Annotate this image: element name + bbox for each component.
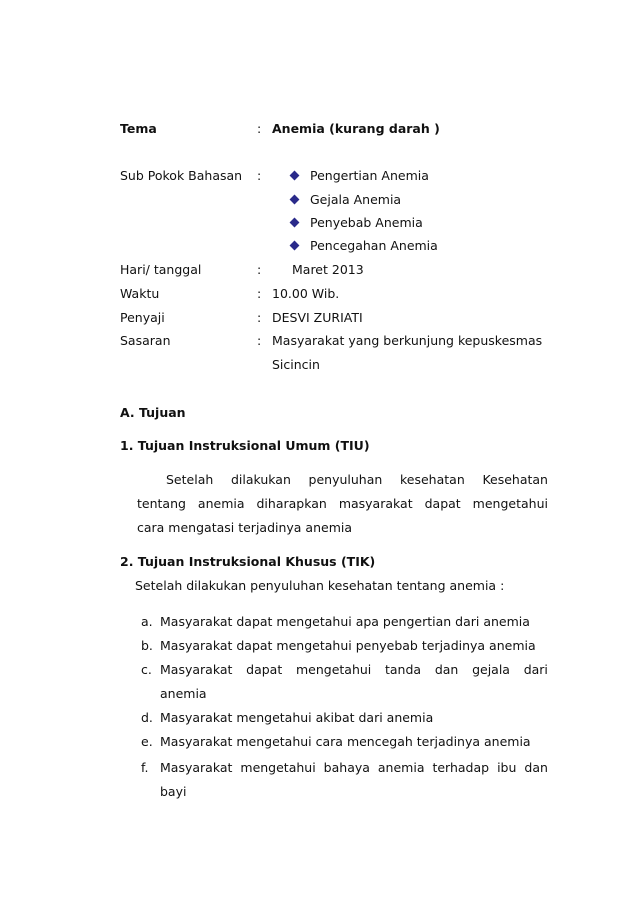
word: masyarakat — [338, 496, 413, 511]
hari-label: Hari/ tanggal — [120, 262, 202, 277]
tema-value: Anemia (kurang darah ) — [272, 121, 440, 136]
list-letter: f. — [141, 760, 149, 775]
list-item-continuation: bayi — [160, 784, 187, 799]
waktu-colon: : — [257, 286, 262, 301]
penyaji-value: DESVI ZURIATI — [272, 310, 363, 325]
word: mengetahui — [295, 662, 372, 677]
word: ibu — [497, 760, 517, 775]
word: dapat — [424, 496, 461, 511]
word: tanda — [385, 662, 422, 677]
waktu-label: Waktu — [120, 286, 160, 301]
waktu-value: 10.00 Wib. — [272, 286, 340, 301]
tiu-title: 1. Tujuan Instruksional Umum (TIU) — [120, 438, 370, 453]
word: Masyarakat — [160, 760, 233, 775]
list-item — [160, 662, 548, 678]
word: penyuluhan — [308, 472, 383, 487]
sub-item-text: Gejala Anemia — [310, 192, 402, 207]
word: terhadap — [432, 760, 490, 775]
sasaran-label: Sasaran — [120, 333, 171, 348]
word: bahaya — [323, 760, 370, 775]
list-item — [160, 760, 548, 776]
tiu-line-3: cara mengatasi terjadinya anemia — [137, 520, 353, 535]
tema-label: Tema — [120, 121, 157, 136]
hari-colon: : — [257, 262, 262, 277]
list-letter: c. — [141, 662, 152, 677]
diamond-bullet-icon — [290, 241, 300, 251]
tiu-line-2 — [137, 496, 548, 512]
word: dari — [523, 662, 548, 677]
sub-item-text: Penyebab Anemia — [310, 215, 423, 230]
list-letter: a. — [141, 614, 153, 629]
word: Kesehatan — [482, 472, 548, 487]
diamond-bullet-icon — [290, 218, 300, 228]
word: dan — [434, 662, 459, 677]
word: anemia — [377, 760, 425, 775]
section-a-title: A. Tujuan — [120, 405, 186, 420]
word: mengetahui — [472, 496, 548, 511]
penyaji-colon: : — [257, 310, 262, 325]
sub-item-text: Pencegahan Anemia — [310, 238, 438, 253]
sub-item-text: Pengertian Anemia — [310, 168, 429, 183]
penyaji-label: Penyaji — [120, 310, 165, 325]
tema-colon: : — [257, 121, 262, 136]
word: diharapkan — [256, 496, 327, 511]
word: mengetahui — [240, 760, 316, 775]
word: dan — [524, 760, 548, 775]
list-item: Masyarakat mengetahui akibat dari anemia — [160, 710, 434, 725]
list-letter: e. — [141, 734, 153, 749]
list-item: Masyarakat dapat mengetahui apa pengertian dari anemia — [160, 614, 530, 629]
word: gejala — [472, 662, 510, 677]
list-item: Masyarakat dapat mengetahui penyebab terjadinya anemia — [160, 638, 536, 653]
word: kesehatan — [400, 472, 465, 487]
sub-pokok-colon: : — [257, 168, 262, 183]
word: Masyarakat — [160, 662, 233, 677]
tik-title: 2. Tujuan Instruksional Khusus (TIK) — [120, 554, 376, 569]
list-item: Masyarakat mengetahui cara mencegah terjadinya anemia — [160, 734, 531, 749]
hari-value: Maret 2013 — [292, 262, 364, 277]
tiu-line-1 — [166, 472, 548, 488]
word: tentang — [137, 496, 186, 511]
word: dilakukan — [230, 472, 291, 487]
list-letter: d. — [141, 710, 153, 725]
list-item-continuation: anemia — [160, 686, 207, 701]
sasaran-value-line2: Sicincin — [272, 357, 320, 372]
tik-intro: Setelah dilakukan penyuluhan kesehatan tentang anemia : — [135, 578, 505, 593]
word: dapat — [246, 662, 283, 677]
word: anemia — [197, 496, 245, 511]
sub-pokok-label: Sub Pokok Bahasan — [120, 168, 243, 183]
word: Setelah — [166, 472, 214, 487]
diamond-bullet-icon — [290, 171, 300, 181]
list-letter: b. — [141, 638, 153, 653]
sasaran-value-line1: Masyarakat yang berkunjung kepuskesmas — [272, 333, 543, 348]
diamond-bullet-icon — [290, 195, 300, 205]
sasaran-colon: : — [257, 333, 262, 348]
